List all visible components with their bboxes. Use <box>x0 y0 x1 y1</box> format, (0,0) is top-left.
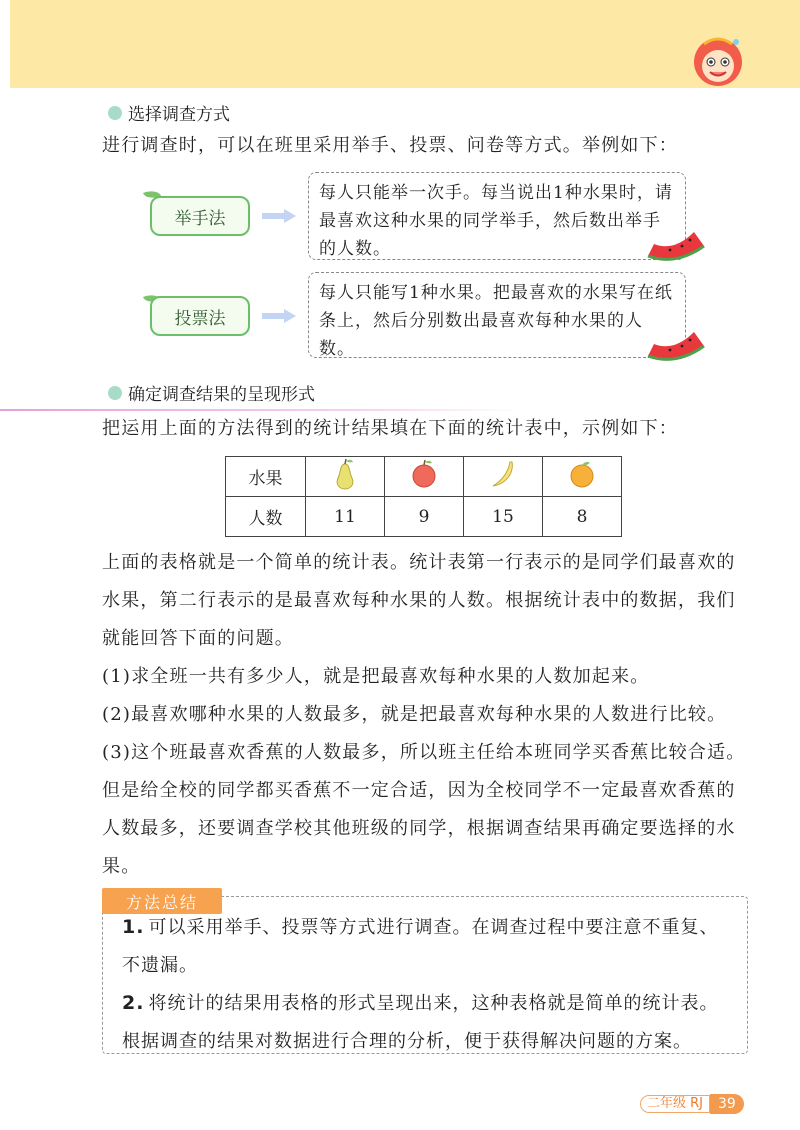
bullet-dot-icon <box>108 386 122 400</box>
pear-icon <box>332 458 358 490</box>
watermelon-icon <box>646 226 706 266</box>
row-label-fruit: 水果 <box>226 457 306 497</box>
count-cell: 11 <box>306 497 385 537</box>
header-band <box>10 0 800 88</box>
count-cell: 9 <box>385 497 464 537</box>
method-tag-voting: 投票法 <box>150 296 250 336</box>
row-label-count: 人数 <box>226 497 306 537</box>
statistics-table <box>225 456 622 537</box>
table-intro-text: 把运用上面的方法得到的统计结果填在下面的统计表中，示例如下： <box>102 418 678 439</box>
mascot-icon <box>690 32 746 88</box>
section-heading-survey-method: 选择调查方式 <box>108 100 230 125</box>
summary-item-1: 1. 可以采用举手、投票等方式进行调查。在调查过程中要注意不重复、不遗漏。 <box>122 916 719 976</box>
method-tag-hand-raise: 举手法 <box>150 196 250 236</box>
watermelon-icon <box>646 326 706 366</box>
grade-label: 二年级 RJ <box>640 1095 710 1113</box>
summary-item-2: 2. 将统计的结果用表格的形式呈现出来，这种表格就是简单的统计表。根据调查的结果对数据进行合理的分析，便于获得解决问题的方案。 <box>122 992 719 1052</box>
count-cell: 15 <box>464 497 543 537</box>
page-footer <box>640 1094 744 1114</box>
summary-tag: 方法总结 <box>102 888 222 914</box>
question-3: (3)这个班最喜欢香蕉的人数最多，所以班主任给本班同学买香蕉比较合适。但是给全校的同学都买香蕉不一定合适，因为全校同学不一定最喜欢香蕉的人数最多，还要调查学校其他班级的同学，根据调查结果再确定要选择的水果。 <box>102 742 746 877</box>
arrow-right-icon <box>262 209 296 223</box>
explanation-paragraph: 上面的表格就是一个简单的统计表。统计表第一行表示的是同学们最喜欢的水果，第二行表示的是最喜欢每种水果的人数。根据统计表中的数据，我们就能回答下面的问题。 <box>102 552 736 649</box>
orange-icon <box>568 459 596 489</box>
arrow-right-icon <box>262 309 296 323</box>
page-number: 39 <box>710 1094 744 1114</box>
bullet-dot-icon <box>108 106 122 120</box>
table-row-fruits <box>226 457 622 497</box>
section-heading-presentation: 确定调查结果的呈现形式 <box>108 380 315 405</box>
method-description-voting: 每人只能写1种水果。把最喜欢的水果写在纸条上，然后分别数出最喜欢每种水果的人数。 <box>308 272 686 358</box>
banana-icon <box>488 459 518 489</box>
question-1: (1)求全班一共有多少人，就是把最喜欢每种水果的人数加起来。 <box>102 666 650 687</box>
apple-icon <box>410 459 438 489</box>
count-cell: 8 <box>543 497 622 537</box>
question-2: (2)最喜欢哪种水果的人数最多，就是把最喜欢每种水果的人数进行比较。 <box>102 704 727 725</box>
method-description-hand-raise: 每人只能举一次手。每当说出1种水果时，请最喜欢这种水果的同学举手，然后数出举手的人数。 <box>308 172 686 260</box>
intro-text: 进行调查时，可以在班里采用举手、投票、问卷等方式。举例如下： <box>102 135 678 156</box>
table-row-counts <box>226 497 622 537</box>
